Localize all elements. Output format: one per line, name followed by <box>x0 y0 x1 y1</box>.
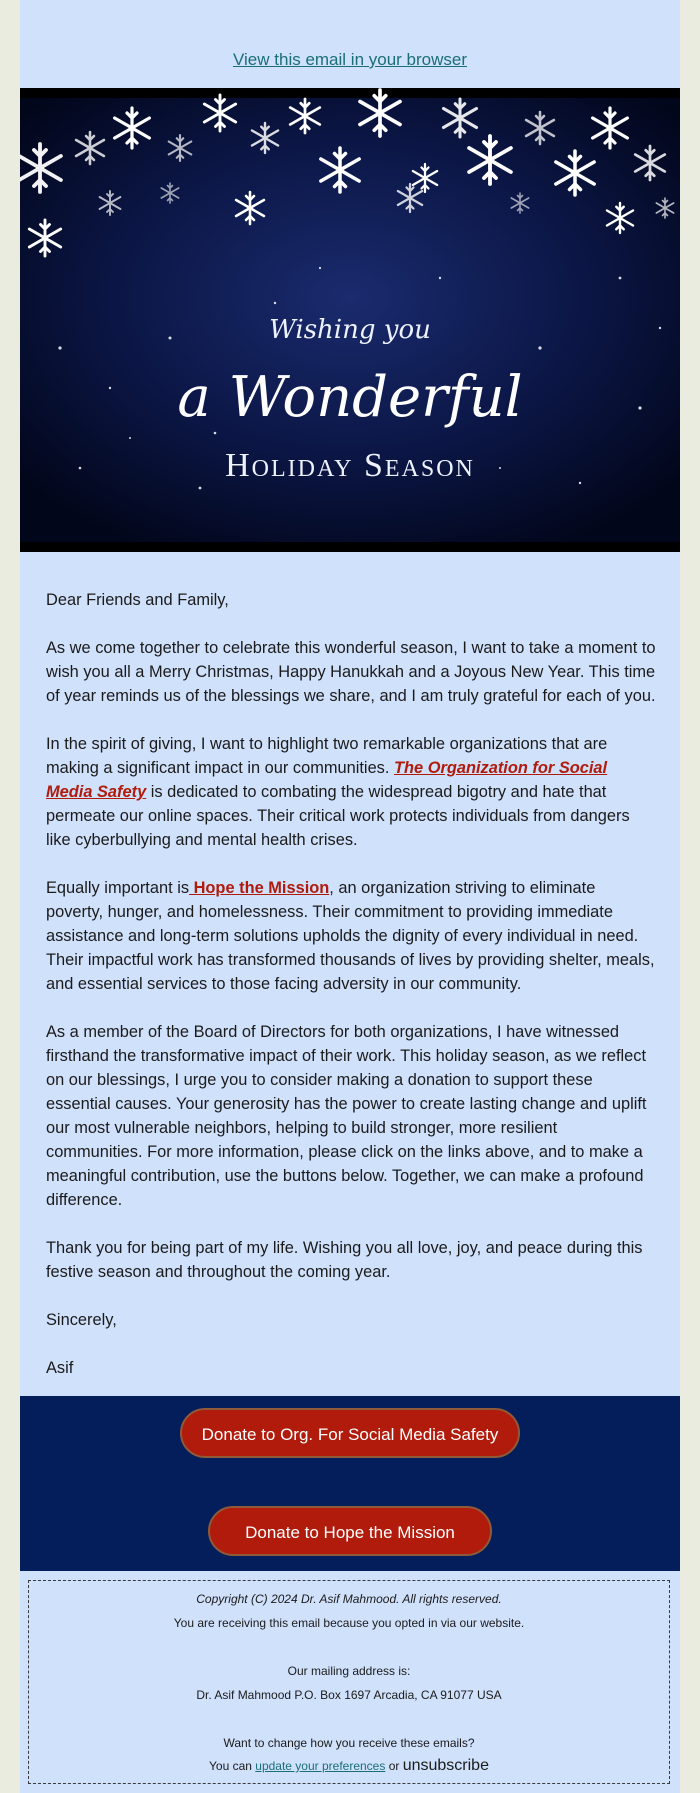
paragraph-3-text-end: , an organization striving to eliminate poverty, hunger, and homelessness. Their commitment to providing immediate assistance and long-term solutions upholds the dignity of every individual in need. Their impactful work has transformed thousands of lives by providing shelter, meals, and essential services to those facing adversity in our community. <box>46 879 655 993</box>
donate-hope-mission-button[interactable]: Donate to Hope the Mission <box>208 1506 492 1556</box>
holiday-banner-image <box>20 88 680 552</box>
paragraph-1: As we come together to celebrate this wonderful season, I want to take a moment to wish you all a Merry Christmas, Happy Hanukkah and a Joyous New Year. This time of year reminds us of the blessings we share, and I am truly grateful for each of you. <box>46 639 656 705</box>
update-preferences-link[interactable]: update your preferences <box>255 1759 386 1773</box>
hero-line2: a Wonderful <box>177 365 523 430</box>
paragraph-2-text-end: is dedicated to combating the widespread bigotry and hate that permeate our online spaces. Their critical work protects individuals from dangers like cyberbullying and mental health crises. <box>46 783 630 849</box>
donate-osms-button[interactable]: Donate to Org. For Social Media Safety <box>180 1408 520 1458</box>
hope-the-mission-link[interactable]: Hope the Mission <box>189 879 330 897</box>
opt-in-text: You are receiving this email because you opted in via our website. <box>173 1616 525 1630</box>
hero-line3: Holiday Season <box>225 447 475 484</box>
osms-link[interactable]: The Organization for Social Media Safety <box>46 759 608 801</box>
you-can-text: You can <box>209 1759 256 1773</box>
paragraph-2-text: In the spirit of giving, I want to highlight two remarkable organizations that are making a significant impact in our communities. <box>46 735 608 777</box>
paragraph-5: Thank you for being part of my life. Wishing you all love, joy, and peace during this festive season and throughout the coming year. <box>46 1239 643 1281</box>
hero-line1: Wishing you <box>269 315 431 345</box>
unsubscribe-link[interactable]: unsubscribe <box>402 1757 489 1774</box>
letter-body <box>46 588 656 1404</box>
copyright-text: Copyright (C) 2024 Dr. Asif Mahmood. All rights reserved. <box>196 1592 502 1606</box>
mailing-address-heading: Our mailing address is: <box>287 1664 411 1678</box>
paragraph-3-text: Equally important is <box>46 879 190 897</box>
preferences-line <box>29 1757 669 1775</box>
paragraph-2 <box>46 732 656 852</box>
footer <box>28 1580 670 1784</box>
paragraph-4: As a member of the Board of Directors for both organizations, I have witnessed firsthand the transformative impact of their work. This holiday season, as we reflect on our blessings, I urge you to consider making a donation to support these essential causes. Your generosity has the power to create lasting change and uplift our most vulnerable neighbors, helping to build stronger, more resilient communities. For more information, please click on the links above, and to make a meaningful contribution, use the buttons below. Together, we can make a profound difference. <box>46 1023 647 1209</box>
or-text: or <box>385 1759 403 1773</box>
holiday-banner <box>20 88 680 552</box>
view-in-browser-link[interactable]: View this email in your browser <box>233 50 467 69</box>
signature: Asif <box>46 1359 74 1377</box>
donate-section <box>20 1396 680 1571</box>
greeting: Dear Friends and Family, <box>46 591 229 609</box>
email-container <box>20 0 680 1793</box>
change-prompt: Want to change how you receive these emails? <box>223 1736 475 1750</box>
paragraph-3 <box>46 876 656 996</box>
mailing-address: Dr. Asif Mahmood P.O. Box 1697 Arcadia, CA 91077 USA <box>196 1688 502 1702</box>
closing: Sincerely, <box>46 1311 117 1329</box>
